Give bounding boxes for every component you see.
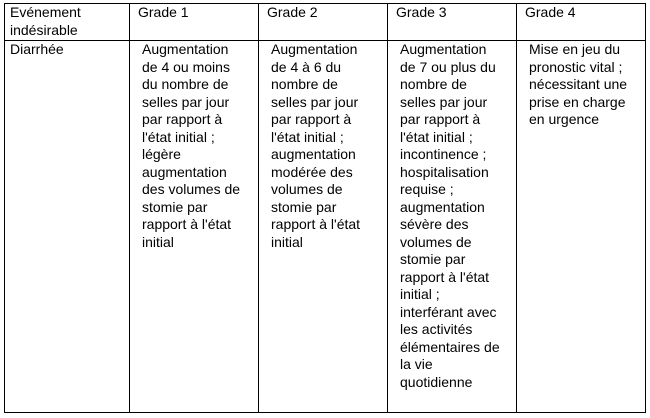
event-name-cell: Diarrhée bbox=[5, 41, 130, 413]
header-grade-3: Grade 3 bbox=[388, 4, 517, 41]
header-adverse-event: Evénement indésirable bbox=[5, 4, 130, 41]
adverse-event-grade-table bbox=[4, 3, 646, 413]
table-header-row bbox=[5, 4, 646, 41]
grade-4-cell: Mise en jeu du pronostic vital ; nécessitant une prise en charge en urgence bbox=[517, 41, 646, 413]
table-row bbox=[5, 41, 646, 413]
header-grade-1: Grade 1 bbox=[130, 4, 259, 41]
grade-3-cell: Augmentation de 7 ou plus du nombre de selles par jour par rapport à l'état initial ; incontinence ; hospitalisation requise ; augmentation sévère des volumes de stomie par rapport à l'état initial ; interférant avec les activités élémentaires de la vie quotidienne bbox=[388, 41, 517, 413]
grade-1-cell: Augmentation de 4 ou moins du nombre de selles par jour par rapport à l'état initial ; légère augmentation des volumes de stomie par rapport à l'état initial bbox=[130, 41, 259, 413]
grade-2-cell: Augmentation de 4 à 6 du nombre de selles par jour par rapport à l'état initial ; augmentation modérée des volumes de stomie par rapport à l'état initial bbox=[259, 41, 388, 413]
header-grade-2: Grade 2 bbox=[259, 4, 388, 41]
header-grade-4: Grade 4 bbox=[517, 4, 646, 41]
